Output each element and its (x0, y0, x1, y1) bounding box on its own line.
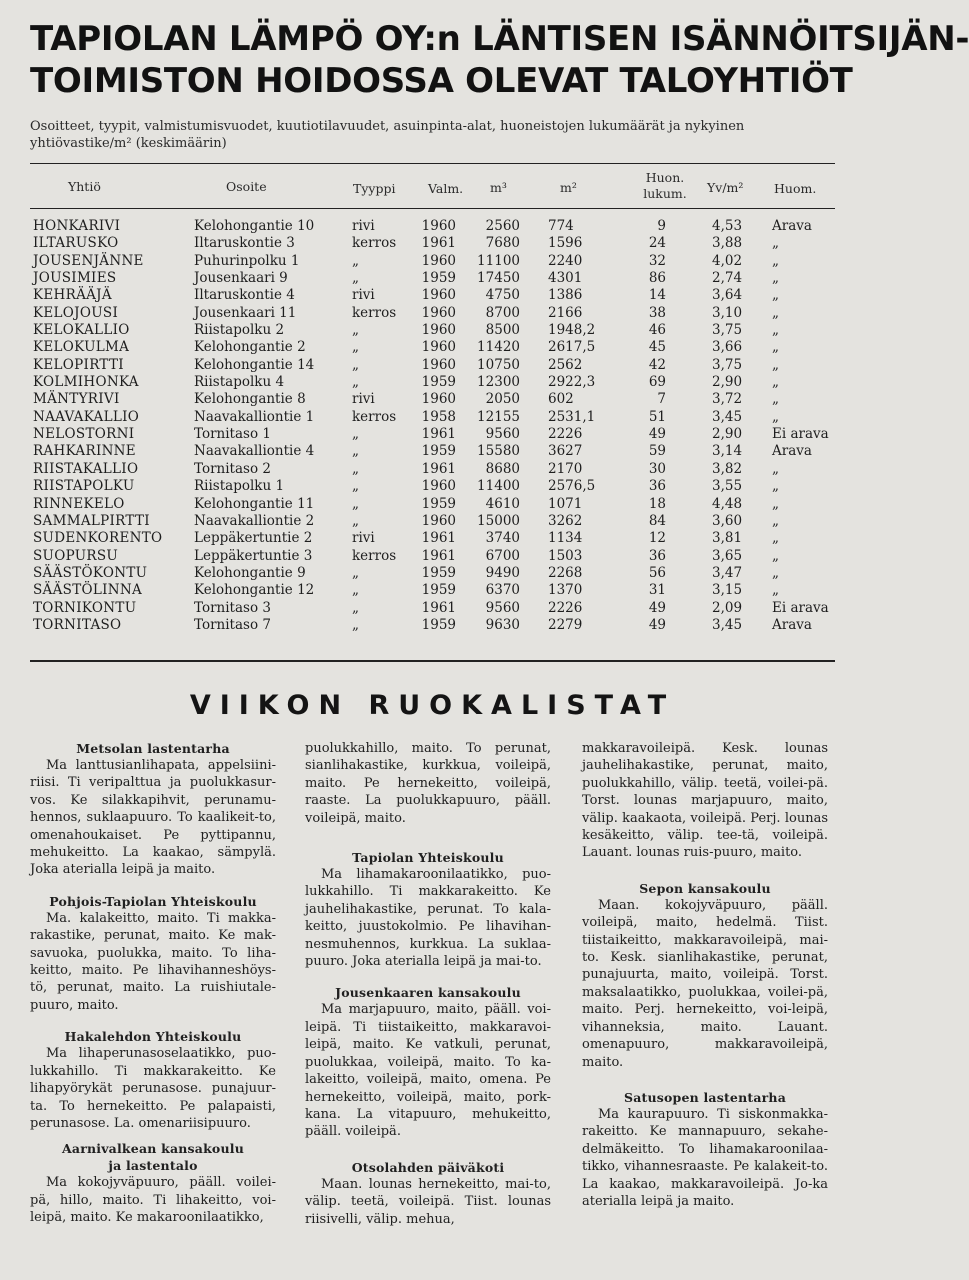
cell-type: „ (352, 478, 359, 495)
table-row (0, 496, 853, 513)
table-bottom-rule (30, 660, 835, 662)
menu-heading-jousenkaari: Jousenkaaren kansakoulu (335, 985, 521, 1001)
table-row (0, 235, 853, 252)
cell-rent: 3,15 (712, 582, 743, 599)
cell-company: SÄÄSTÖKONTU (33, 564, 148, 581)
cell-address: Kelohongantie 10 (194, 218, 315, 234)
cell-rooms: 69 (648, 374, 666, 391)
table-row (0, 322, 853, 339)
column-header-type: Tyyppi (353, 181, 396, 196)
cell-company: KELOJOUSI (33, 304, 119, 321)
cell-address: Puhurinpolku 1 (194, 252, 300, 269)
cell-rooms: 49 (648, 599, 666, 616)
cell-address: Leppäkertuntie 3 (194, 547, 313, 564)
column-header-note: Huom. (774, 181, 817, 196)
cell-rooms: 14 (648, 287, 666, 304)
column-header-rooms (630, 170, 700, 202)
cell-company: RAHKARINNE (33, 443, 136, 460)
cell-area: 1071 (548, 495, 583, 512)
cell-volume: 7680 (485, 235, 520, 252)
cell-type: „ (352, 512, 359, 529)
cell-year: 1961 (421, 235, 456, 252)
table-row (0, 218, 853, 235)
cell-note: „ (772, 512, 779, 529)
cell-area: 2617,5 (548, 339, 596, 356)
cell-year: 1960 (421, 512, 456, 529)
cell-rooms: 32 (648, 252, 666, 269)
cell-area: 1596 (548, 235, 583, 252)
cell-type: „ (352, 616, 359, 633)
cell-rooms: 42 (648, 356, 666, 373)
menu-text-aarnivalkea-continued: puolukkahillo, maito. To perunat, sianlihakastike, kurkkua, voileipä, maito. Pe hernekeitto, voileipä, raaste. La puolukkapuuro, pääll. voileipä, maito. (305, 741, 551, 826)
cell-rent: 3,14 (712, 443, 743, 460)
cell-address: Riistapolku 2 (194, 322, 285, 339)
cell-area: 2240 (548, 252, 583, 269)
cell-area: 3262 (548, 512, 583, 529)
cell-area: 2268 (548, 564, 583, 581)
cell-note: Arava (772, 443, 812, 460)
cell-year: 1960 (421, 391, 456, 408)
cell-type: rivi (352, 391, 375, 408)
cell-address: Tornitaso 1 (194, 426, 271, 443)
table-row (0, 600, 853, 617)
menu-text-otsolahti: Maan. lounas hernekeitto, mai-to, välip. teetä, voileipä. Tiist. lounas riisivelli, välip. mehua, (305, 1176, 551, 1227)
cell-address: Kelohongantie 9 (194, 564, 306, 581)
cell-rooms: 49 (648, 426, 666, 443)
menu-heading-pohjois-tapiola: Pohjois-Tapiolan Yhteiskoulu (49, 893, 257, 909)
cell-company: SUDENKORENTO (33, 530, 163, 547)
table-row (0, 548, 853, 565)
cell-area: 3627 (548, 443, 583, 460)
cell-note: „ (772, 582, 779, 599)
table-top-rule (30, 163, 835, 164)
cell-type: „ (352, 460, 359, 477)
table-row (0, 617, 853, 634)
cell-year: 1961 (421, 530, 456, 547)
menu-heading-seppo: Sepon kansakoulu (639, 880, 771, 896)
cell-note: Arava (772, 616, 812, 633)
cell-company: KOLMIHONKA (33, 374, 139, 391)
cell-note: „ (772, 564, 779, 581)
menu-text-metsola: Ma lanttusianlihapata, appelsiini-riisi. Ti veripalttua ja puolukkasur-vos. Ke silakkapihvit, perunamu-hennos, suklaapuuro. To kaalikeit-to, omenahoukaiset. Pe pyttipannu, mehukeitto. La kaakao, sämpylä. Joka aterialla leipä ja maito. (30, 758, 276, 878)
cell-area: 1386 (548, 287, 583, 304)
column-header-address: Osoite (226, 179, 267, 194)
table-row (0, 287, 853, 304)
menu-heading-satusoppi: Satusopen lastentarha (623, 1089, 787, 1105)
cell-note: „ (772, 287, 779, 304)
table-body (0, 218, 853, 634)
cell-volume: 2560 (485, 218, 520, 234)
cell-company: KELOPIRTTI (33, 356, 124, 373)
cell-year: 1960 (421, 304, 456, 321)
cell-rent: 3,82 (712, 460, 743, 477)
cell-area: 2170 (548, 460, 583, 477)
cell-type: rivi (352, 218, 375, 234)
cell-rent: 3,60 (712, 512, 743, 529)
cell-type: „ (352, 564, 359, 581)
cell-year: 1959 (421, 564, 456, 581)
cell-address: Kelohongantie 12 (194, 582, 315, 599)
cell-area: 2279 (548, 616, 583, 633)
cell-rent: 3,45 (712, 408, 743, 425)
cell-address: Kelohongantie 8 (194, 391, 306, 408)
table-row (0, 478, 853, 495)
cell-year: 1960 (421, 322, 456, 339)
cell-rooms: 51 (648, 408, 666, 425)
cell-rooms: 38 (648, 304, 666, 321)
cell-rooms: 84 (648, 512, 666, 529)
cell-rent: 3,64 (712, 287, 743, 304)
cell-area: 2576,5 (548, 478, 596, 495)
cell-company: KELOKULMA (33, 339, 130, 356)
cell-company: RINNEKELO (33, 495, 125, 512)
cell-address: Iltaruskontie 4 (194, 287, 295, 304)
menu-text-satusoppi: Ma kaurapuuro. Ti siskonmakka-rakeitto. Ke mannapuuro, sekahe-delmäkeitto. To lihamakaroonilaa-tikko, vihannesraaste. Pe kalakeit-to. La kaakao, makkaravoileipä. Jo-ka aterialla leipä ja maito. (582, 1106, 828, 1209)
cell-company: JOUSENJÄNNE (33, 252, 144, 269)
cell-volume: 4750 (485, 287, 520, 304)
cell-company: KEHRÄÄJÄ (33, 287, 112, 304)
menu-text-hakalehto: Ma lihaperunasoselaatikko, puo-lukkahillo. Ti makkarakeitto. Ke lihapyörykät perunasose. punajuur-ta. To hernekeitto. Pe palapaisti, perunasose. La. omenariisipuuro. (30, 1046, 276, 1131)
cell-volume: 6700 (485, 547, 520, 564)
cell-volume: 17450 (477, 270, 520, 287)
cell-volume: 3740 (485, 530, 520, 547)
cell-type: „ (352, 582, 359, 599)
menus-title: VIIKON RUOKALISTAT (189, 690, 676, 721)
cell-area: 602 (548, 391, 574, 408)
cell-rooms: 30 (648, 460, 666, 477)
cell-rooms: 36 (648, 547, 666, 564)
cell-company: RIISTAKALLIO (33, 460, 139, 477)
table-row (0, 270, 853, 287)
cell-address: Tornitaso 7 (194, 616, 271, 633)
column-header-rooms-line2: lukum. (643, 186, 687, 201)
cell-type: „ (352, 252, 359, 269)
cell-note: Ei arava (772, 599, 829, 616)
cell-rooms: 46 (648, 322, 666, 339)
cell-rooms: 9 (657, 218, 666, 234)
cell-company: TORNITASO (33, 616, 122, 633)
cell-rent: 4,53 (712, 218, 743, 234)
page-title (30, 18, 969, 102)
cell-rent: 3,45 (712, 616, 743, 633)
cell-note: „ (772, 339, 779, 356)
cell-volume: 11100 (477, 252, 520, 269)
cell-rooms: 49 (648, 616, 666, 633)
cell-note: „ (772, 270, 779, 287)
cell-note: „ (772, 391, 779, 408)
cell-address: Tornitaso 3 (194, 599, 271, 616)
cell-company: NAAVAKALLIO (33, 408, 140, 425)
column-header-rent: Yv/m² (707, 180, 744, 195)
cell-address: Riistapolku 4 (194, 374, 285, 391)
menu-text-seppo: Maan. kokojyväpuuro, pääll. voileipä, maito, hedelmä. Tiist. tiistaikeitto, makkaravoileipä, mai-to. Kesk. sianlihakastike, perunat, punajuurta, maito, voileipä. Torst. maksalaatikko, puolukkaa, voilei-pä, maito. Perj. hernekeitto, voi-leipä, vihanneksia, maito. Lauant. omenapuuro, makkaravoileipä, maito. (582, 897, 828, 1070)
cell-note: „ (772, 547, 779, 564)
column-header-company: Yhtiö (68, 179, 101, 194)
cell-address: Naavakalliontie 1 (194, 408, 315, 425)
cell-volume: 15000 (477, 512, 520, 529)
cell-area: 2226 (548, 599, 583, 616)
table-row (0, 339, 853, 356)
cell-rooms: 7 (657, 391, 666, 408)
menu-column-2 (305, 740, 551, 1228)
cell-volume: 8680 (485, 460, 520, 477)
cell-volume: 9560 (485, 426, 520, 443)
cell-year: 1960 (421, 478, 456, 495)
cell-year: 1961 (421, 426, 456, 443)
cell-area: 1370 (548, 582, 583, 599)
cell-rent: 3,75 (712, 322, 743, 339)
cell-note: „ (772, 374, 779, 391)
menu-text-otsolahti-continued: makkaravoileipä. Kesk. lounas jauhelihakastike, perunat, maito, puolukkahillo, välip. teetä, voilei-pä. Torst. lounas marjapuuro, maito, välip. kaakaota, voileipä. Perj. lounas kesäkeitto, välip. tee-tä, voileipä. Lauant. lounas ruis-puuro, maito. (582, 741, 828, 861)
cell-note: „ (772, 304, 779, 321)
table-row (0, 253, 853, 270)
cell-volume: 2050 (485, 391, 520, 408)
table-row (0, 409, 853, 426)
cell-address: Tornitaso 2 (194, 460, 271, 477)
cell-type: „ (352, 443, 359, 460)
table-row (0, 426, 853, 443)
menu-text-tapiola: Ma lihamakaroonilaatikko, puo-lukkahillo. Ti makkarakeitto. Ke jauhelihakastike, perunat. To kala-keitto, juustokolmio. Pe lihavihan-nesmuhennos, kurkkua. La suklaa-puuro. Joka aterialla leipä ja mai-to. (305, 867, 551, 970)
cell-address: Naavakalliontie 4 (194, 443, 315, 460)
cell-rent: 3,81 (712, 530, 743, 547)
cell-address: Kelohongantie 14 (194, 356, 315, 373)
cell-year: 1961 (421, 547, 456, 564)
cell-year: 1959 (421, 270, 456, 287)
menu-heading-metsola: Metsolan lastentarha (76, 741, 230, 756)
cell-address: Jousenkaari 9 (194, 270, 288, 287)
cell-year: 1961 (421, 599, 456, 616)
cell-company: TORNIKONTU (33, 599, 137, 616)
cell-note: „ (772, 495, 779, 512)
cell-volume: 6370 (485, 582, 520, 599)
cell-area: 1503 (548, 547, 583, 564)
cell-note: „ (772, 478, 779, 495)
cell-address: Riistapolku 1 (194, 478, 285, 495)
cell-type: „ (352, 599, 359, 616)
cell-volume: 15580 (477, 443, 520, 460)
cell-address: Iltaruskontie 3 (194, 235, 295, 252)
cell-address: Jousenkaari 11 (194, 304, 297, 321)
cell-volume: 8700 (485, 304, 520, 321)
table-row (0, 461, 853, 478)
cell-year: 1958 (421, 408, 456, 425)
cell-year: 1961 (421, 460, 456, 477)
cell-volume: 9560 (485, 599, 520, 616)
cell-company: HONKARIVI (33, 218, 121, 234)
cell-rooms: 86 (648, 270, 666, 287)
table-header (0, 170, 853, 206)
cell-type: „ (352, 339, 359, 356)
cell-rooms: 18 (648, 495, 666, 512)
cell-volume: 12155 (477, 408, 520, 425)
column-header-volume: m³ (490, 180, 507, 195)
table-row (0, 565, 853, 582)
table-row (0, 443, 853, 460)
cell-rooms: 56 (648, 564, 666, 581)
menu-column-3 (582, 740, 828, 1210)
table-row (0, 357, 853, 374)
column-header-area: m² (560, 180, 577, 195)
cell-note: „ (772, 322, 779, 339)
cell-rent: 4,02 (712, 252, 743, 269)
cell-rent: 3,55 (712, 478, 743, 495)
cell-area: 2531,1 (548, 408, 596, 425)
cell-type: „ (352, 322, 359, 339)
cell-note: „ (772, 252, 779, 269)
cell-year: 1960 (421, 339, 456, 356)
menu-heading-aarnivalkea (30, 1140, 276, 1174)
menu-text-jousenkaari: Ma marjapuuro, maito, pääll. voi-leipä. Ti tiistaikeitto, makkaravoi-leipä, maito. Ke vatkuli, perunat, puolukkaa, voileipä, maito. To ka-lakeitto, voileipä, maito, omena. Pe hernekeitto, voileipä, maito, pork-kana. La vitapuuro, mehukeitto, pääll. voileipä. (305, 1002, 551, 1140)
cell-area: 1948,2 (548, 322, 596, 339)
table-row (0, 391, 853, 408)
menu-heading-hakalehto: Hakalehdon Yhteiskoulu (64, 1029, 242, 1045)
cell-company: ILTARUSKO (33, 235, 119, 252)
cell-year: 1960 (421, 252, 456, 269)
menu-column-1 (30, 740, 276, 1227)
menu-text-aarnivalkea: Ma kokojyväpuuro, pääll. voilei-pä, hillo, maito. Ti lihakeitto, voi-leipä, maito. Ke makaroonilaatikko, (30, 1175, 276, 1226)
cell-volume: 12300 (477, 374, 520, 391)
menu-heading-otsolahti: Otsolahden päiväkoti (351, 1159, 505, 1175)
cell-type: kerros (352, 304, 397, 321)
cell-type: „ (352, 356, 359, 373)
cell-address: Leppäkertuntie 2 (194, 530, 313, 547)
cell-rent: 3,72 (712, 391, 743, 408)
column-header-year: Valm. (428, 181, 464, 196)
cell-type: „ (352, 374, 359, 391)
cell-year: 1959 (421, 582, 456, 599)
cell-volume: 11420 (477, 339, 520, 356)
cell-type: „ (352, 270, 359, 287)
cell-rent: 2,74 (712, 270, 743, 287)
cell-rent: 2,90 (712, 374, 743, 391)
cell-volume: 4610 (485, 495, 520, 512)
cell-area: 2226 (548, 426, 583, 443)
cell-volume: 10750 (477, 356, 520, 373)
column-header-rooms-line1: Huon. (645, 170, 685, 185)
cell-company: NELOSTORNI (33, 426, 135, 443)
menu-heading-tapiola: Tapiolan Yhteiskoulu (352, 850, 504, 866)
cell-note: „ (772, 460, 779, 477)
cell-volume: 9630 (485, 616, 520, 633)
cell-area: 1134 (548, 530, 583, 547)
menu-text-pohjois-tapiola: Ma. kalakeitto, maito. Ti makka-rakastike, perunat, maito. Ke mak-savuoka, puolukka, maito. To liha-keitto, maito. Pe lihavihanneshöys-tö, perunat, maito. La ruishiutale-puuro, maito. (30, 910, 276, 1013)
menu-heading-aarnivalkea-line1: Aarnivalkean kansakoulu (62, 1141, 244, 1157)
cell-note: „ (772, 356, 779, 373)
cell-address: Naavakalliontie 2 (194, 512, 315, 529)
cell-rent: 3,75 (712, 356, 743, 373)
cell-area: 774 (548, 218, 574, 234)
cell-rooms: 12 (648, 530, 666, 547)
cell-company: RIISTAPOLKU (33, 478, 135, 495)
cell-note: „ (772, 235, 779, 252)
cell-rent: 3,65 (712, 547, 743, 564)
cell-company: MÄNTYRIVI (33, 391, 120, 408)
cell-year: 1960 (421, 356, 456, 373)
table-row (0, 530, 853, 547)
table-row (0, 513, 853, 530)
cell-type: kerros (352, 235, 397, 252)
cell-type: rivi (352, 287, 375, 304)
cell-company: KELOKALLIO (33, 322, 130, 339)
cell-rent: 4,48 (712, 495, 743, 512)
cell-year: 1960 (421, 287, 456, 304)
cell-rent: 3,88 (712, 235, 743, 252)
cell-company: JOUSIMIES (33, 270, 117, 287)
cell-company: SAMMALPIRTTI (33, 512, 150, 529)
cell-company: SÄÄSTÖLINNA (33, 582, 143, 599)
cell-rooms: 45 (648, 339, 666, 356)
cell-year: 1959 (421, 374, 456, 391)
cell-rent: 3,66 (712, 339, 743, 356)
cell-note: „ (772, 408, 779, 425)
cell-type: „ (352, 426, 359, 443)
cell-rent: 3,10 (712, 304, 743, 321)
cell-year: 1960 (421, 218, 456, 234)
cell-area: 4301 (548, 270, 583, 287)
cell-type: kerros (352, 547, 397, 564)
cell-area: 2922,3 (548, 374, 596, 391)
cell-year: 1959 (421, 443, 456, 460)
cell-year: 1959 (421, 495, 456, 512)
cell-note: „ (772, 530, 779, 547)
cell-company: SUOPURSU (33, 547, 119, 564)
cell-rooms: 59 (648, 443, 666, 460)
cell-note: Ei arava (772, 426, 829, 443)
table-caption: Osoitteet, tyypit, valmistumisvuodet, kuutiotilavuudet, asuinpinta-alat, huoneistojen lukumäärät ja nykyinen yhtiövastike/m² (keskimäärin) (30, 119, 745, 151)
cell-type: kerros (352, 408, 397, 425)
cell-note: Arava (772, 218, 812, 234)
cell-type: „ (352, 495, 359, 512)
menu-heading-aarnivalkea-line2: ja lastentalo (108, 1158, 198, 1174)
cell-rent: 2,90 (712, 426, 743, 443)
cell-rent: 2,09 (712, 599, 743, 616)
cell-address: Kelohongantie 11 (194, 495, 315, 512)
cell-rent: 3,47 (712, 564, 743, 581)
cell-type: rivi (352, 530, 375, 547)
title-line-1: TAPIOLAN LÄMPÖ OY:n LÄNTISEN ISÄNNÖITSIJÄN- (30, 19, 969, 59)
cell-year: 1959 (421, 616, 456, 633)
cell-volume: 9490 (485, 564, 520, 581)
cell-rooms: 36 (648, 478, 666, 495)
cell-address: Kelohongantie 2 (194, 339, 306, 356)
cell-area: 2562 (548, 356, 583, 373)
cell-volume: 8500 (485, 322, 520, 339)
table-row (0, 582, 853, 599)
table-header-rule (30, 208, 835, 209)
title-line-2: TOIMISTON HOIDOSSA OLEVAT TALOYHTIÖT (30, 61, 853, 101)
cell-rooms: 31 (648, 582, 666, 599)
table-row (0, 374, 853, 391)
cell-rooms: 24 (648, 235, 666, 252)
table-row (0, 305, 853, 322)
cell-volume: 11400 (477, 478, 520, 495)
cell-area: 2166 (548, 304, 583, 321)
